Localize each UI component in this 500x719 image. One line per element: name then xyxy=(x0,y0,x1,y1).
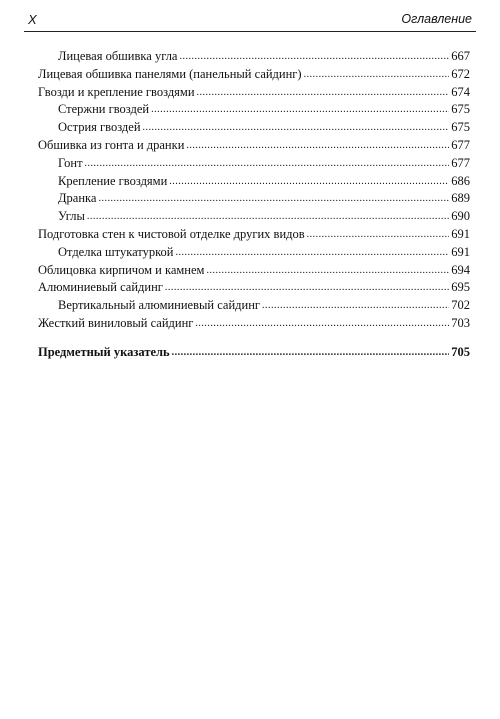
toc-entry-page: 674 xyxy=(451,84,470,99)
toc-entry-title: Лицевая обшивка панелями (панельный сайдинг) xyxy=(38,66,302,81)
toc-entry[interactable] xyxy=(38,119,470,137)
toc-entry-page: 675 xyxy=(451,120,470,135)
dot-leader xyxy=(165,279,449,297)
dot-leader xyxy=(85,155,450,173)
toc-entry-title: Гонт xyxy=(58,155,83,170)
toc-entry-page: 694 xyxy=(451,262,470,277)
toc-entry-title: Стержни гвоздей xyxy=(58,102,150,117)
toc-entry[interactable] xyxy=(38,48,470,66)
dot-leader xyxy=(304,66,450,84)
dot-leader xyxy=(151,101,449,119)
toc-entry[interactable] xyxy=(38,208,470,226)
toc-entry-title: Крепление гвоздями xyxy=(58,173,168,188)
toc-entry-page: 672 xyxy=(451,66,470,81)
toc-entry[interactable] xyxy=(38,279,470,297)
dot-leader xyxy=(307,226,450,244)
toc-entry[interactable] xyxy=(38,262,470,280)
toc-entry-title: Жесткий виниловый сайдинг xyxy=(38,315,194,330)
table-of-contents xyxy=(38,48,470,362)
dot-leader xyxy=(169,173,449,191)
toc-entry-page: 686 xyxy=(451,173,470,188)
toc-entry-title: Предметный указатель xyxy=(38,344,170,359)
toc-entry-page: 691 xyxy=(451,244,470,259)
toc-entry[interactable] xyxy=(38,226,470,244)
toc-entry-title: Гвозди и крепление гвоздями xyxy=(38,84,195,99)
toc-entry-title: Подготовка стен к чистовой отделке других видов xyxy=(38,226,305,241)
dot-leader xyxy=(179,48,449,66)
dot-leader xyxy=(98,190,449,208)
toc-entry[interactable] xyxy=(38,297,470,315)
dot-leader xyxy=(262,297,449,315)
toc-entry[interactable] xyxy=(38,155,470,173)
running-head-title: Оглавление xyxy=(401,12,472,26)
toc-entry[interactable] xyxy=(38,84,470,102)
toc-entry[interactable] xyxy=(38,173,470,191)
toc-entry-page: 689 xyxy=(451,191,470,206)
toc-entry-title: Вертикальный алюминиевый сайдинг xyxy=(58,298,261,313)
toc-entry-page: 677 xyxy=(451,155,470,170)
toc-entry-page: 695 xyxy=(451,280,470,295)
dot-leader xyxy=(176,244,450,262)
dot-leader xyxy=(197,84,450,102)
dot-leader xyxy=(186,137,449,155)
toc-entry-page: 690 xyxy=(451,209,470,224)
toc-entry[interactable] xyxy=(38,315,470,333)
toc-entry-page: 703 xyxy=(451,315,470,330)
toc-entry-title: Углы xyxy=(58,209,85,224)
dot-leader xyxy=(172,344,450,362)
toc-entry[interactable] xyxy=(38,101,470,119)
toc-entry-title: Острия гвоздей xyxy=(58,120,141,135)
dot-leader xyxy=(143,119,450,137)
toc-entry-title: Отделка штукатуркой xyxy=(58,244,174,259)
toc-entry-page: 677 xyxy=(451,137,470,152)
toc-entry-title: Обшивка из гонта и дранки xyxy=(38,137,185,152)
toc-entry[interactable] xyxy=(38,190,470,208)
toc-entry[interactable] xyxy=(38,244,470,262)
toc-entry-title: Лицевая обшивка угла xyxy=(58,49,178,63)
running-head-chapter: X xyxy=(28,12,37,27)
toc-entry-page: 705 xyxy=(451,344,470,359)
toc-entry-page: 667 xyxy=(451,49,470,63)
toc-entry-title: Дранка xyxy=(58,191,97,206)
dot-leader xyxy=(87,208,449,226)
toc-entry-title: Облицовка кирпичом и камнем xyxy=(38,262,205,277)
toc-entry-title: Алюминиевый сайдинг xyxy=(38,280,163,295)
dot-leader xyxy=(195,315,449,333)
toc-entry-subject-index[interactable] xyxy=(38,344,470,362)
toc-entry-page: 691 xyxy=(451,226,470,241)
toc-entry[interactable] xyxy=(38,66,470,84)
toc-entry-page: 675 xyxy=(451,102,470,117)
dot-leader xyxy=(206,262,449,280)
toc-entry[interactable] xyxy=(38,137,470,155)
running-head xyxy=(24,9,476,32)
toc-entry-page: 702 xyxy=(451,298,470,313)
